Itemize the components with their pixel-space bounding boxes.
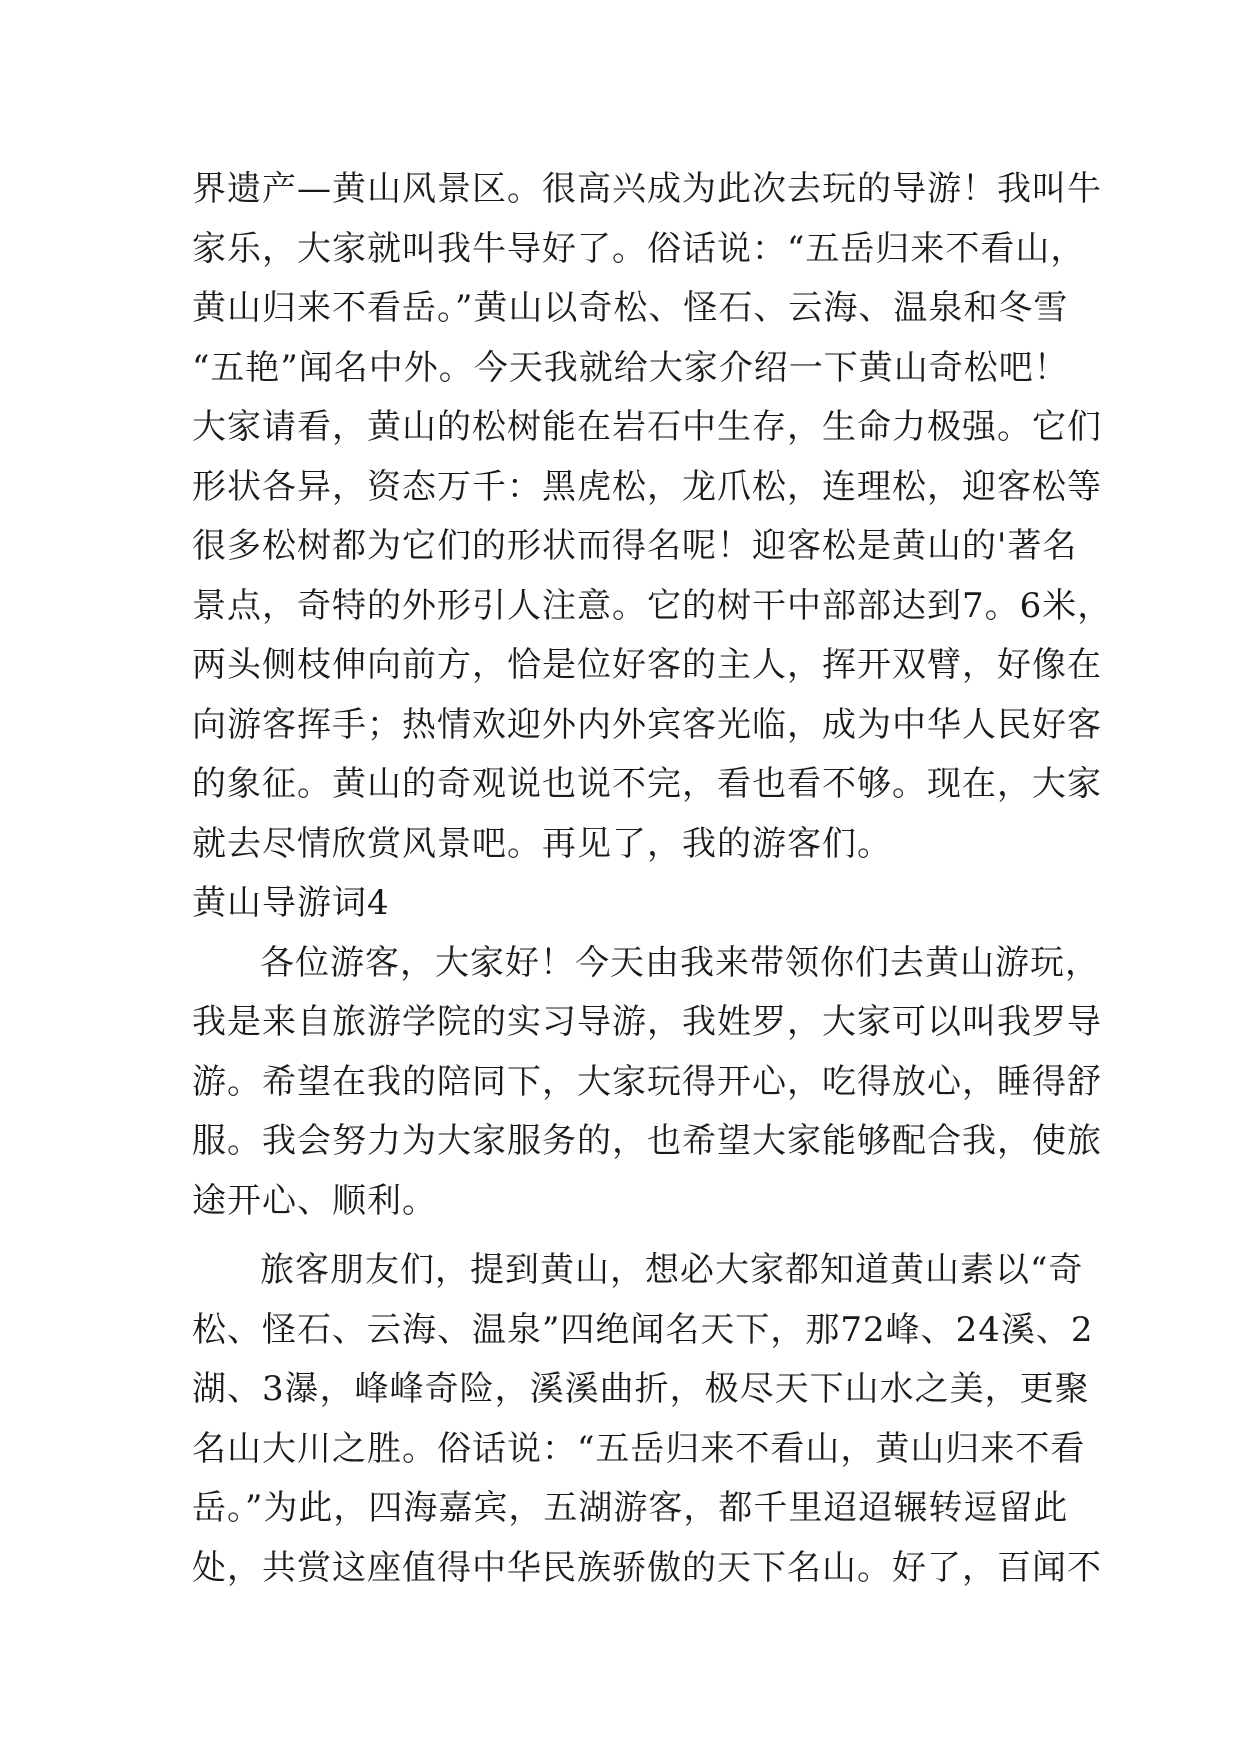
- text-line: 服。我会努力为大家服务的，也希望大家能够配合我，使旅: [192, 1121, 1102, 1161]
- text-line: 各位游客，大家好！今天由我来带领你们去黄山游玩，: [260, 942, 1100, 983]
- text-line: 松、怪石、云海、温泉”四绝闻名天下，那72峰、24溪、2: [192, 1309, 1094, 1350]
- text-line: 形状各异，资态万千：黑虎松，龙爪松，连理松，迎客松等: [192, 466, 1102, 507]
- text-line: 的象征。黄山的奇观说也说不完，看也看不够。现在，大家: [192, 764, 1102, 804]
- document-body: [192, 160, 1113, 1598]
- text-line: 向游客挥手；热情欢迎外内外宾客光临，成为中华人民好客: [192, 704, 1102, 745]
- text-line: 就去尽情欣赏风景吧。再见了，我的游客们。: [192, 823, 892, 864]
- text-line: “五艳”闻名中外。今天我就给大家介绍一下黄山奇松吧！: [192, 347, 1069, 388]
- section-3-tail-paragraph: [192, 160, 1113, 874]
- text-line: 名山大川之胜。俗话说：“五岳归来不看山，黄山归来不看: [192, 1428, 1086, 1469]
- text-line: 大家请看，黄山的松树能在岩石中生存，生命力极强。它们: [192, 407, 1102, 447]
- text-line: 界遗产—黄山风景区。很高兴成为此次去玩的导游！我叫牛: [192, 169, 1102, 209]
- text-line: 湖、3瀑，峰峰奇险，溪溪曲折，极尽天下山水之美，更聚: [192, 1369, 1090, 1409]
- section-4-paragraph-1: [192, 934, 1102, 1232]
- section-4-paragraph-2: [192, 1241, 1102, 1598]
- text-line: 很多松树都为它们的形状而得名呢！迎客松是黄山的'著名: [192, 526, 1078, 566]
- text-line: 途开心、顺利。: [192, 1180, 437, 1221]
- text-line: 旅客朋友们，提到黄山，想必大家都知道黄山素以“奇: [260, 1250, 1084, 1290]
- section-heading: 黄山导游词4: [192, 883, 390, 923]
- text-line: 我是来自旅游学院的实习导游，我姓罗，大家可以叫我罗导: [192, 1002, 1102, 1042]
- text-line: 黄山归来不看岳。”黄山以奇松、怪石、云海、温泉和冬雪: [192, 288, 1069, 328]
- text-line: 景点，奇特的外形引人注意。它的树干中部部达到7。6米，: [192, 585, 1113, 626]
- text-line: 岳。”为此，四海嘉宾，五湖游客，都千里迢迢辗转逗留此: [192, 1488, 1069, 1528]
- text-line: 游。希望在我的陪同下，大家玩得开心，吃得放心，睡得舒: [192, 1061, 1102, 1102]
- text-line: 两头侧枝伸向前方，恰是位好客的主人，挥开双臂，好像在: [192, 645, 1102, 685]
- text-line: 家乐，大家就叫我牛导好了。俗话说：“五岳归来不看山，: [192, 228, 1086, 269]
- text-line: 处，共赏这座值得中华民族骄傲的天下名山。好了，百闻不: [192, 1547, 1102, 1588]
